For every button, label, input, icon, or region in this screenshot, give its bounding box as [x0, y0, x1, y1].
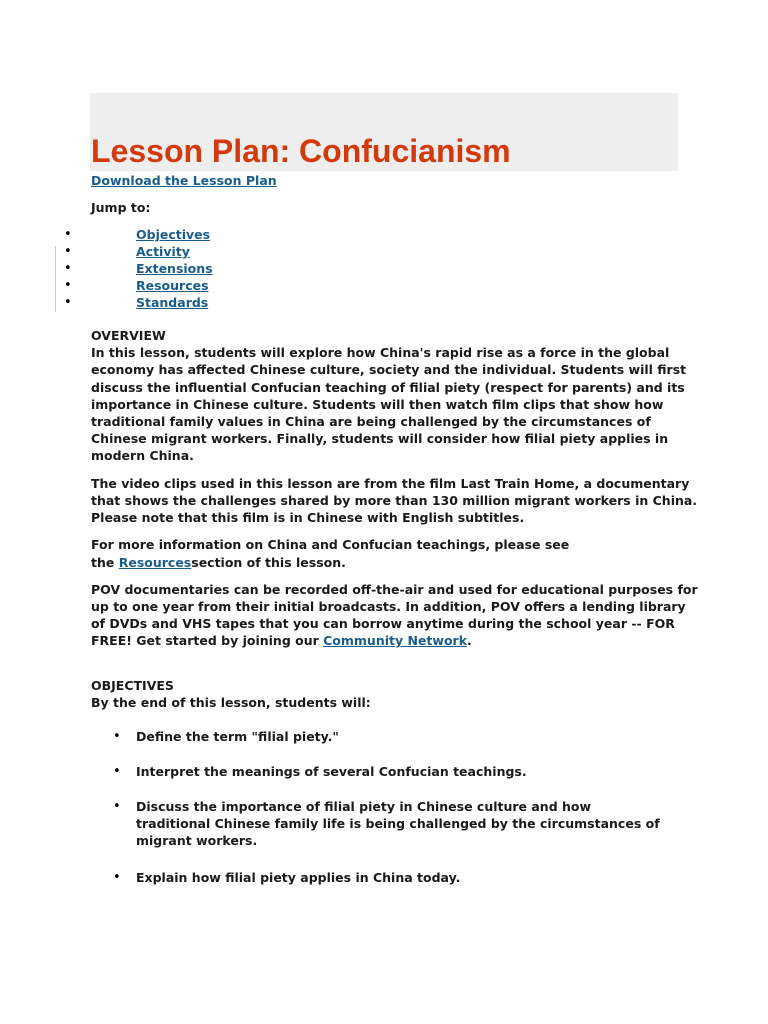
- page-title: Lesson Plan: Confucianism: [91, 133, 511, 169]
- pov-last-suffix: .: [467, 633, 472, 649]
- more-info-line: For more information on China and Confucian teachings, please see: [91, 537, 570, 553]
- bullet-icon: •: [64, 244, 72, 259]
- bullet-icon: •: [113, 729, 121, 744]
- overview-line: economy has affected Chinese culture, society and the individual. Students will first: [91, 362, 687, 378]
- pov-line: up to one year from their initial broadcasts. In addition, POV offers a lending library: [91, 599, 686, 614]
- bullet-icon: •: [64, 295, 72, 310]
- bullet-icon: •: [64, 261, 72, 276]
- bullet-icon: •: [64, 278, 72, 293]
- more-info-prefix: the: [91, 554, 119, 570]
- overview-line: traditional family values in China are being challenged by the circumstances of: [91, 414, 651, 429]
- jump-item-extensions: [0, 260, 300, 277]
- jump-item-activity: [0, 243, 300, 260]
- jump-link-extensions[interactable]: Extensions: [136, 261, 213, 276]
- overview-line: importance in Chinese culture. Students will then watch film clips that show how: [91, 396, 664, 412]
- jump-item-resources: [0, 277, 300, 294]
- pov-line: of DVDs and VHS tapes that you can borrow anytime during the school year -- FOR: [91, 616, 675, 632]
- jump-link-activity[interactable]: Activity: [136, 244, 190, 259]
- pov-last-prefix: FREE! Get started by joining our: [91, 633, 324, 649]
- objective-text: Explain how filial piety applies in China today.: [136, 870, 461, 885]
- more-info-suffix: section of this lesson.: [191, 554, 346, 570]
- objective-text: Define the term "filial piety.": [136, 729, 339, 744]
- bullet-icon: •: [113, 870, 121, 885]
- jump-link-resources[interactable]: Resources: [136, 278, 209, 293]
- video-paragraph-line: The video clips used in this lesson are from the film Last Train Home, a documentary: [91, 475, 690, 491]
- video-paragraph-line: Please note that this film is in Chinese with English subtitles.: [91, 510, 525, 525]
- overview-line: modern China.: [91, 448, 194, 464]
- more-info-line: [91, 554, 346, 571]
- overview-line: In this lesson, students will explore how China's rapid rise as a force in the global: [91, 345, 670, 361]
- objective-text: Discuss the importance of filial piety in Chinese culture and how traditional Chinese family life is being challenged by the circumstances of migrant workers.: [136, 799, 660, 849]
- video-paragraph-line: that shows the challenges shared by more than 130 million migrant workers in China.: [91, 492, 698, 508]
- jump-item-standards: [0, 294, 300, 311]
- resources-link[interactable]: Resources: [118, 554, 192, 570]
- bullet-icon: •: [113, 799, 121, 814]
- community-network-link[interactable]: Community Network: [323, 633, 468, 649]
- download-lesson-plan-link[interactable]: Download the Lesson Plan: [91, 173, 277, 188]
- pov-line: [91, 632, 472, 649]
- jump-link-objectives[interactable]: Objectives: [136, 227, 211, 242]
- objectives-heading: OBJECTIVES: [91, 677, 174, 693]
- objective-text: Interpret the meanings of several Confucian teachings.: [136, 764, 527, 779]
- jump-to-label: Jump to:: [91, 200, 151, 215]
- bullet-icon: •: [113, 764, 121, 779]
- overview-line: Chinese migrant workers. Finally, students will consider how filial piety applies in: [91, 431, 669, 447]
- pov-line: POV documentaries can be recorded off-the-air and used for educational purposes for: [91, 581, 698, 597]
- objectives-intro: By the end of this lesson, students will:: [91, 694, 371, 710]
- jump-link-standards[interactable]: Standards: [136, 295, 209, 310]
- overview-line: discuss the influential Confucian teaching of filial piety (respect for parents) and its: [91, 379, 685, 395]
- bullet-icon: •: [64, 227, 72, 242]
- overview-heading: OVERVIEW: [91, 328, 166, 343]
- jump-item-objectives: [0, 226, 300, 243]
